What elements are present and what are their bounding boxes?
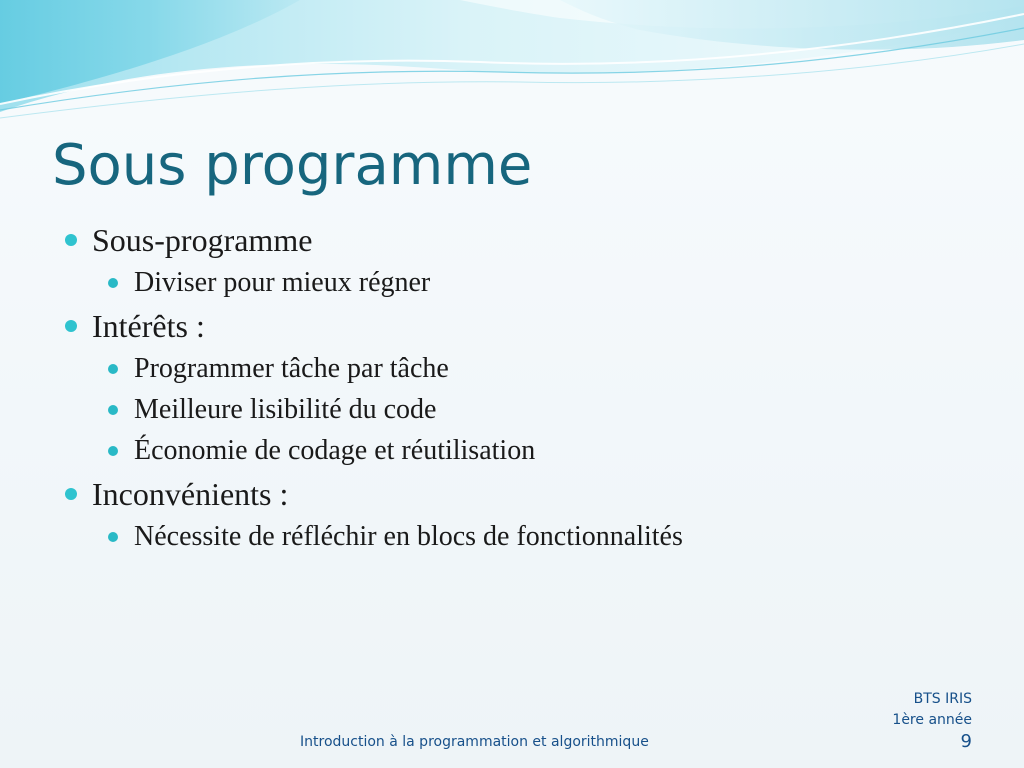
header-wave-decoration bbox=[0, 0, 1024, 130]
bullet-dot-icon bbox=[108, 446, 118, 456]
sub-bullet-item bbox=[60, 389, 990, 430]
sub-bullet-item bbox=[60, 262, 990, 303]
bullet-item bbox=[60, 304, 990, 348]
bullet-item bbox=[60, 218, 990, 262]
footer-info bbox=[892, 689, 972, 753]
footer-course-title: Introduction à la programmation et algorithmique bbox=[300, 734, 649, 750]
page-number: 9 bbox=[960, 731, 972, 752]
bullet-text: Intérêts : bbox=[92, 308, 205, 344]
bullet-text: Sous-programme bbox=[92, 222, 313, 258]
slide-title: Sous programme bbox=[52, 133, 533, 198]
bullet-dot-icon bbox=[65, 234, 77, 246]
footer-year: 1ère année bbox=[892, 712, 972, 728]
bullet-dot-icon bbox=[108, 532, 118, 542]
bullet-dot-icon bbox=[65, 488, 77, 500]
bullet-list bbox=[60, 218, 990, 557]
sub-bullet-item bbox=[60, 348, 990, 389]
bullet-item bbox=[60, 472, 990, 516]
bullet-text: Inconvénients : bbox=[92, 476, 289, 512]
sub-bullet-text: Programmer tâche par tâche bbox=[134, 353, 449, 384]
sub-bullet-item bbox=[60, 516, 990, 557]
sub-bullet-text: Meilleure lisibilité du code bbox=[134, 394, 437, 425]
sub-bullet-text: Économie de codage et réutilisation bbox=[134, 435, 536, 466]
footer-program: BTS IRIS bbox=[913, 691, 972, 707]
bullet-dot-icon bbox=[108, 278, 118, 288]
bullet-dot-icon bbox=[65, 320, 77, 332]
sub-bullet-text: Diviser pour mieux régner bbox=[134, 267, 431, 298]
bullet-dot-icon bbox=[108, 405, 118, 415]
sub-bullet-item bbox=[60, 430, 990, 471]
sub-bullet-text: Nécessite de réfléchir en blocs de fonctionnalités bbox=[134, 521, 683, 552]
bullet-dot-icon bbox=[108, 364, 118, 374]
